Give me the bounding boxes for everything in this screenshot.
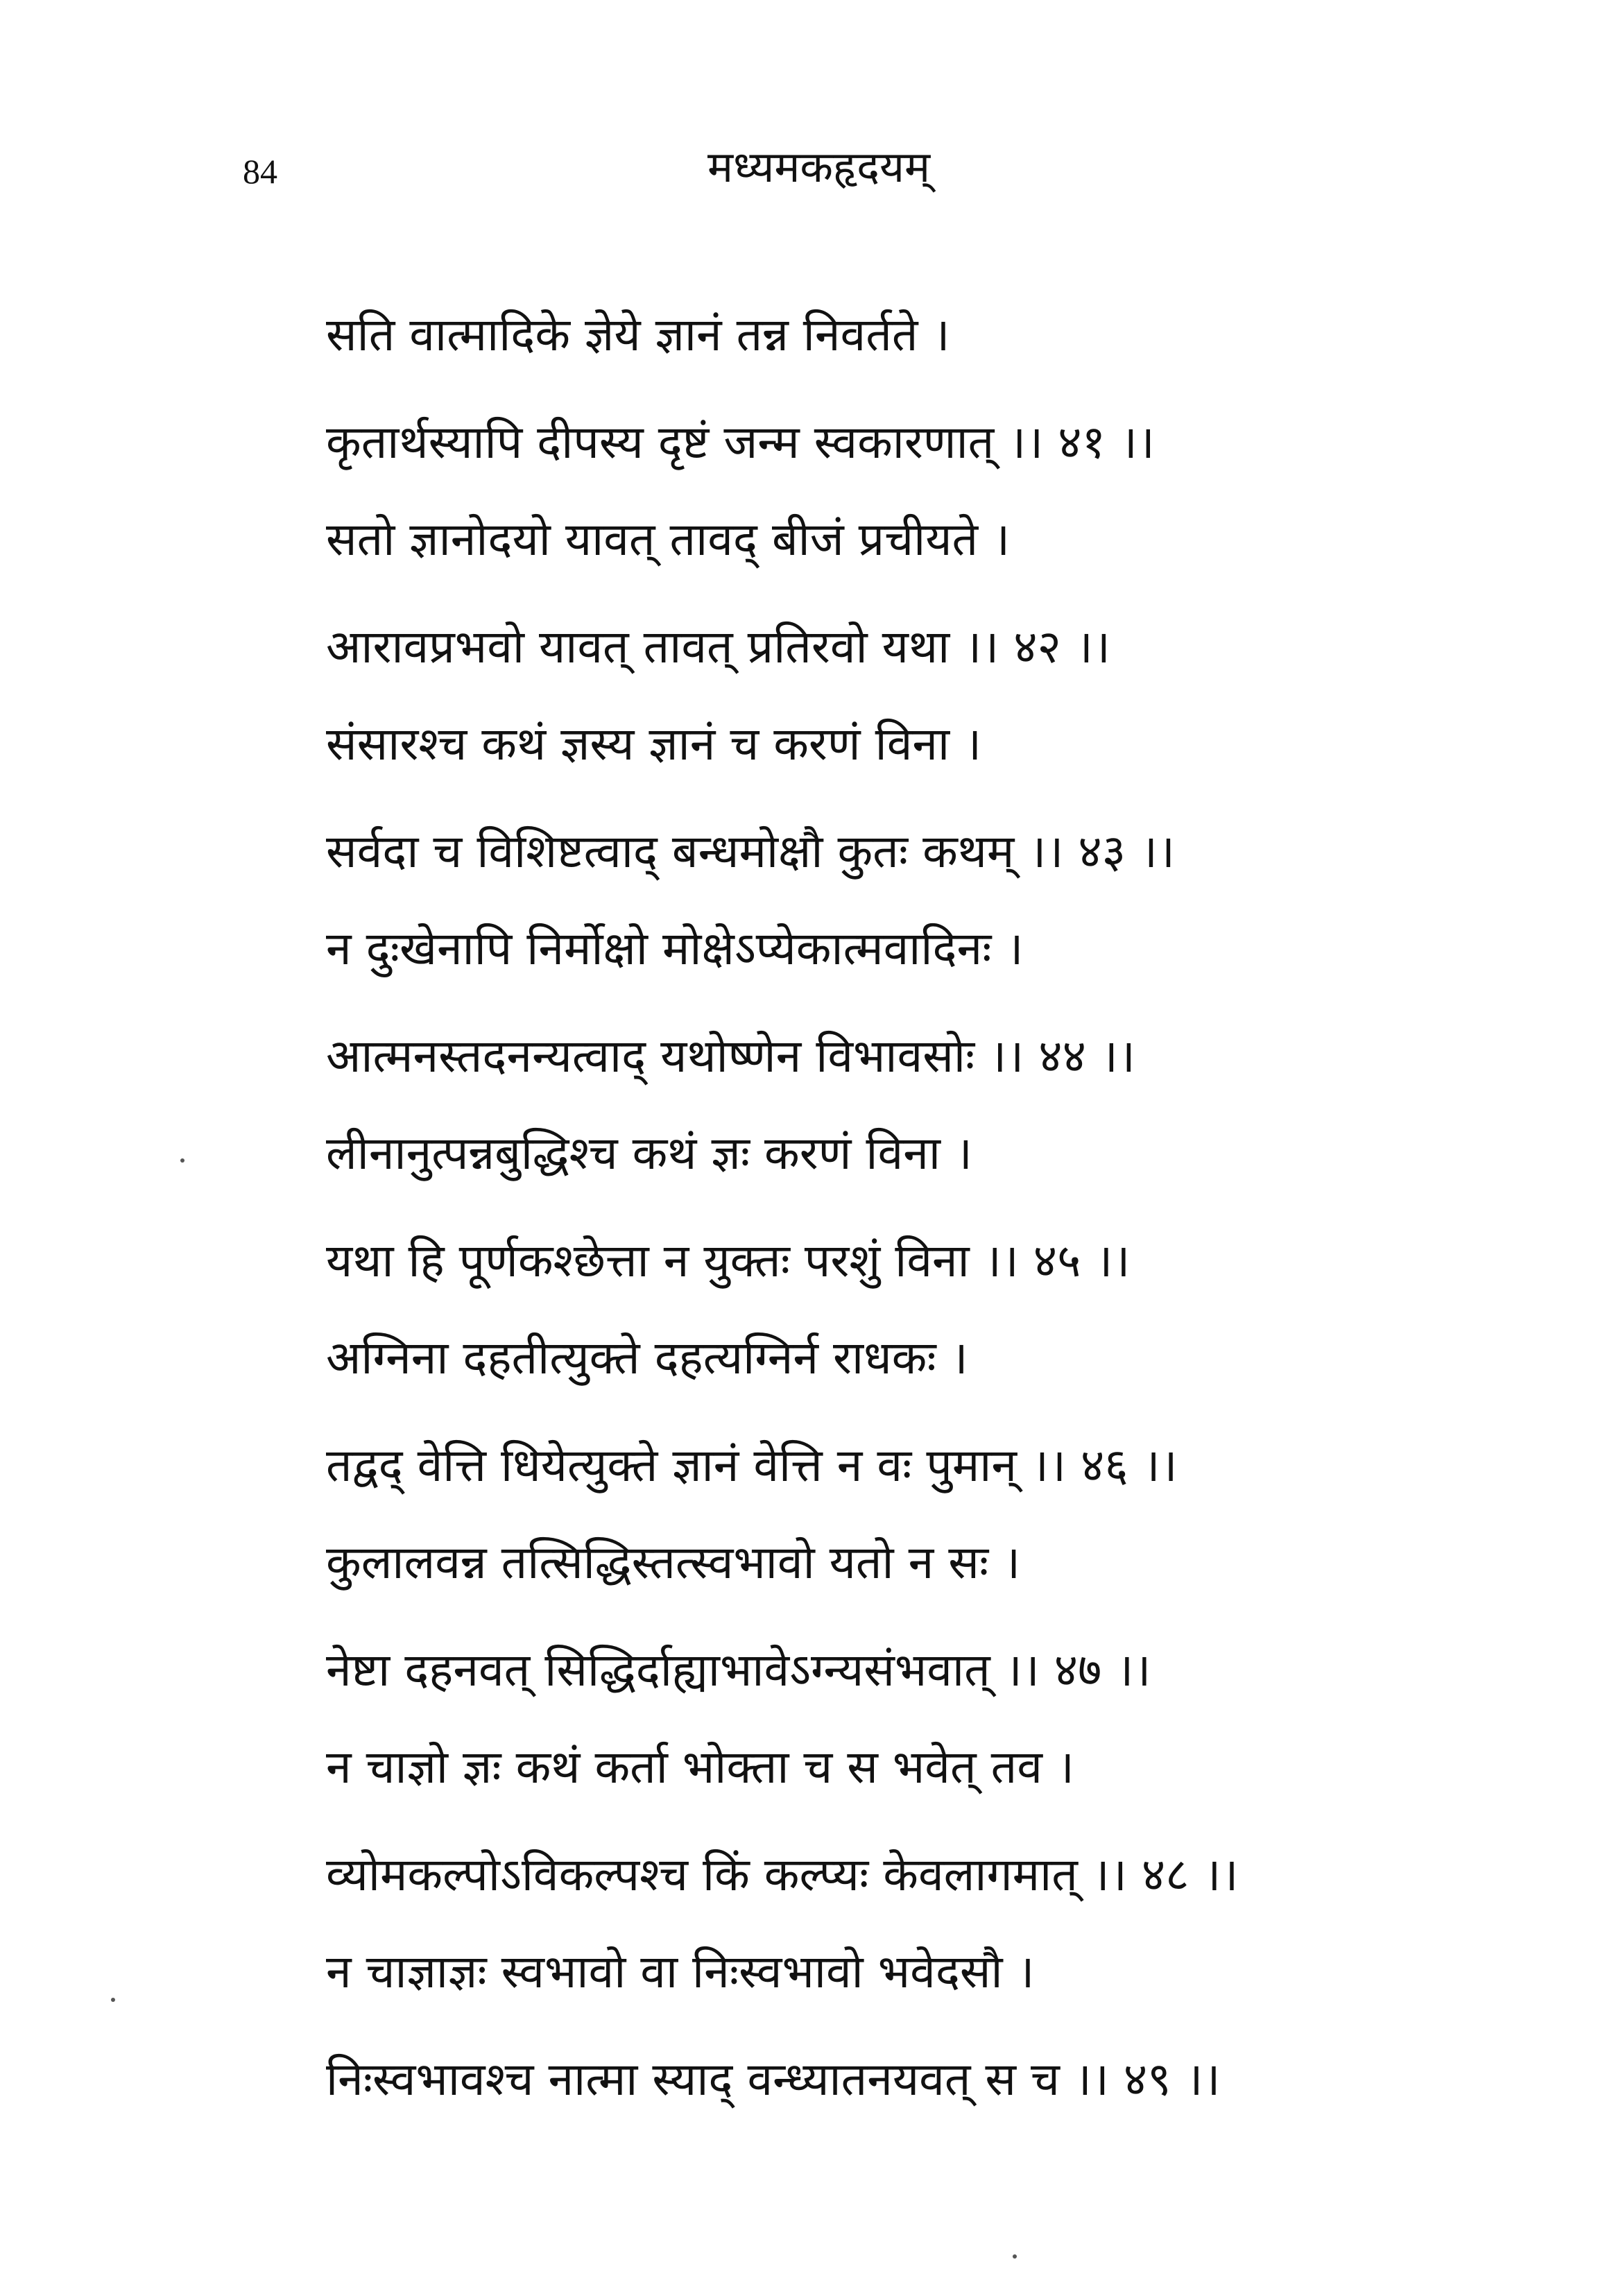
- verse-line: आरावप्रभवो यावत् तावत् प्रतिरवो यथा ।। ४२ ।।: [326, 620, 1110, 674]
- verse-line: अग्निना दहतीत्युक्ते दहत्यग्निर्न राधकः ।: [326, 1331, 968, 1385]
- verse-line: व्योमकल्पोऽविकल्पश्च किं कल्प्यः केवलागमात् ।। ४८ ।।: [326, 1848, 1239, 1901]
- verse-47: [326, 1536, 1574, 1745]
- verse-line: कृतार्थस्यापि दीपस्य दृष्टं जन्म स्वकारणात् ।। ४१ ।।: [326, 415, 1155, 469]
- verse-46: [326, 1331, 1574, 1540]
- verse-48: [326, 1740, 1574, 1949]
- verse-line: कुलालवन्न तत्सिद्धिस्तत्स्वभावो यतो न सः ।: [326, 1536, 1021, 1589]
- verse-line: यथा हि पूर्णकश्छेत्ता न युक्तः परशुं विना ।। ४५ ।।: [326, 1234, 1131, 1287]
- verse-line: न चाज्ञो ज्ञः कथं कर्ता भोक्ता च स भवेत् तव ।: [326, 1740, 1074, 1794]
- verse-line: निःस्वभावश्च नात्मा स्याद् वन्ध्यातनयवत् स च ।। ४९ ।।: [326, 2053, 1221, 2106]
- verse-line: संसारश्च कथं ज्ञस्य ज्ञानं च करणं विना ।: [326, 717, 982, 771]
- verse-43: [326, 717, 1574, 926]
- verse-line: आत्मनस्तदनन्यत्वाद् यथोष्णेन विभावसोः ।। ४४ ।।: [326, 1029, 1135, 1083]
- verse-line: सति वात्मादिके ज्ञेये ज्ञानं तन्न निवर्तते ।: [326, 308, 950, 361]
- verse-42: [326, 513, 1574, 721]
- running-title: मध्यमकहृदयम्: [707, 142, 931, 192]
- verse-49: [326, 1945, 1574, 2154]
- verse-line: लीनानुत्पन्नबुद्धिश्च कथं ज्ञः करणं विना ।: [326, 1126, 972, 1180]
- scan-speck: [1013, 2254, 1017, 2259]
- page-number: 84: [243, 152, 277, 191]
- verse-41: [326, 308, 1574, 517]
- scan-speck: [180, 1158, 184, 1163]
- verse-list: [326, 308, 1574, 2154]
- scan-speck: [111, 1998, 115, 2002]
- verse-line: न दुःखेनापि निर्मोक्षो मोक्षेऽप्येकात्मवादिनः ।: [326, 922, 1024, 975]
- verse-line: न चाज्ञाज्ञः स्वभावो वा निःस्वभावो भवेदसौ ।: [326, 1945, 1035, 1998]
- verse-44: [326, 922, 1574, 1131]
- verse-line: तद्वद् वेत्ति धियेत्युक्ते ज्ञानं वेत्ति न वः पुमान् ।। ४६ ।।: [326, 1439, 1178, 1492]
- verse-line: सतो ज्ञानोदयो यावत् तावद् बीजं प्रचीयते ।: [326, 513, 1011, 566]
- verse-line: सर्वदा च विशिष्टत्वाद् बन्धमोक्षौ कुतः कथम् ।। ४३ ।।: [326, 825, 1176, 878]
- verse-45: [326, 1126, 1574, 1335]
- verse-line: नेष्टा दहनवत् सिद्धिर्दाह्याभावेऽग्न्यसंभवात् ।। ४७ ।।: [326, 1643, 1151, 1697]
